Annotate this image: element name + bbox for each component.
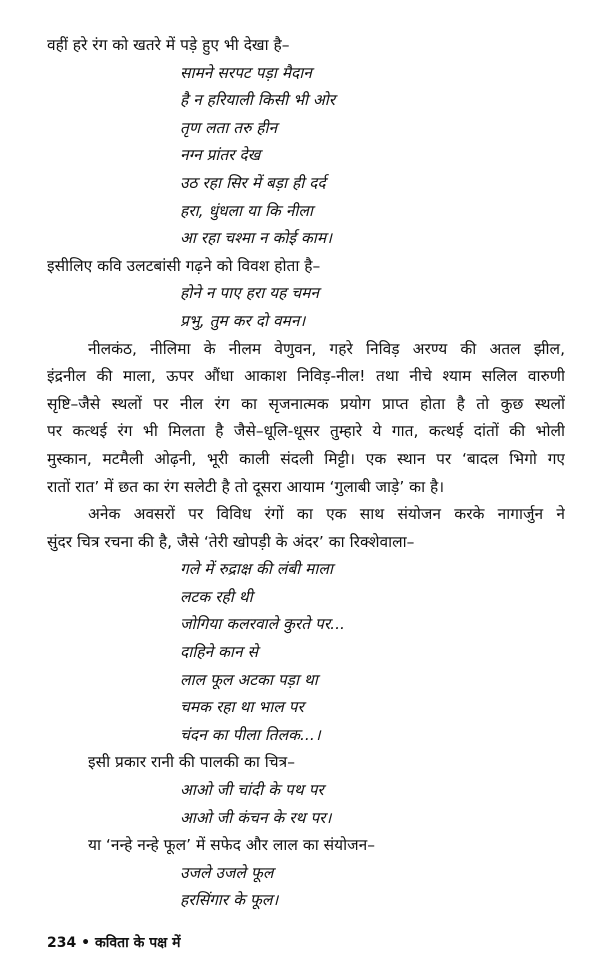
poem-excerpt-3 [47, 556, 565, 749]
poem-line: आओ जी कंचन के रथ पर। [180, 808, 332, 827]
page-body [47, 32, 565, 915]
intro-line: वहीं हरे रंग को खतरे में पड़े हुए भी देखा है– [47, 36, 290, 54]
paragraph-line: पर कत्थई रंग भी मिलता है जैसे–धूलि-धूसर तुम्हारे ये गात, कत्थई दांतों की भोली [47, 422, 565, 441]
poem-line: आओ जी चांदी के पथ पर [180, 781, 324, 800]
poem-line: जोगिया कलरवाले कुरते पर... [180, 615, 345, 634]
paragraph-line: इंद्रनील की माला, ऊपर औंधा आकाश निविड़-नील! तथा नीचे श्याम सलिल वारुणी [47, 367, 565, 386]
poem-excerpt-5 [47, 860, 565, 915]
paragraph-2 [47, 501, 565, 556]
poem-line: लाल फूल अटका पड़ा था [180, 670, 318, 689]
poem-line: चंदन का पीला तिलक...। [180, 725, 321, 744]
bullet-separator: • [81, 935, 91, 951]
poem-line: चमक रहा था भाल पर [180, 698, 304, 717]
poem-line: होने न पाए हरा यह चमन [180, 284, 319, 303]
paragraph-line: मुस्कान, मटमैली ओढ़नी, भूरी काली संदली मिट्टी। एक स्थान पर ‘बादल भिगो गए [47, 449, 565, 468]
poem-line: तृण लता तरु हीन [180, 118, 278, 137]
poem-line: गले में रुद्राक्ष की लंबी माला [180, 560, 333, 579]
poem-line: हरा, धुंधला या कि नीला [180, 201, 313, 220]
intro-line: इसीलिए कवि उलटबांसी गढ़ने को विवश होता है– [47, 256, 321, 275]
paragraph-line: सुंदर चित्र रचना की है, जैसे ‘तेरी खोपड़ी के अंदर’ का रिक्शेवाला– [47, 532, 415, 551]
poem-excerpt-1 [47, 60, 565, 253]
poem-line: नग्न प्रांतर देख [180, 146, 261, 165]
paragraph-line: सृष्टि–जैसे स्थलों पर नील रंग का सृजनात्मक प्रयोग प्राप्त होता है तो कुछ स्थलों [47, 394, 565, 413]
paragraph-1 [47, 336, 565, 502]
poem-line: आ रहा चश्मा न कोई काम। [180, 229, 332, 248]
poem-line: उठ रहा सिर में बड़ा ही दर्द [180, 173, 326, 192]
poem-line: दाहिने कान से [180, 643, 258, 662]
poem-line: लटक रही थी [180, 587, 253, 606]
poem-line: सामने सरपट पड़ा मैदान [180, 63, 312, 82]
poem-line: उजले उजले फूल [180, 863, 274, 882]
poem-excerpt-4 [47, 777, 565, 832]
paragraph-line: रातों रात’ में छत का रंग सलेटी है तो दूसरा आयाम ‘गुलाबी जाड़े’ का है। [47, 477, 445, 496]
poem-excerpt-2 [47, 280, 565, 335]
paragraph-line: अनेक अवसरों पर विविध रंगों का एक साथ संयोजन करके नागार्जुन ने [88, 505, 565, 524]
page-number: 234 [47, 935, 77, 951]
paragraph-line: नीलकंठ, नीलिमा के नीलम वेणुवन, गहरे निविड़ अरण्य की अतल झील, [88, 339, 565, 358]
book-title: कविता के पक्ष में [94, 935, 181, 951]
poem-line: है न हरियाली किसी भी ओर [180, 91, 336, 110]
intro-line: इसी प्रकार रानी की पालकी का चित्र– [88, 753, 295, 772]
page-footer [47, 933, 180, 952]
poem-line: हरसिंगार के फूल। [180, 891, 279, 910]
poem-line: प्रभु, तुम कर दो वमन। [180, 311, 306, 330]
intro-line: या ‘नन्हे नन्हे फूल’ में सफेद और लाल का संयोजन– [88, 836, 376, 855]
